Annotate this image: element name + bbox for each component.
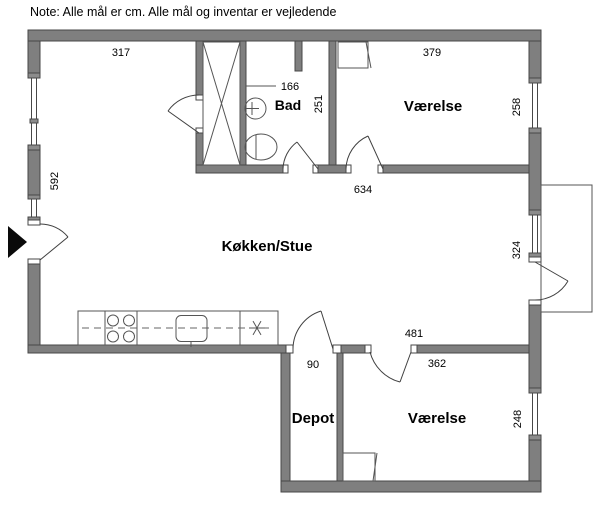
window-bedroom-top	[529, 78, 541, 133]
window-left-lower	[28, 195, 40, 221]
note-text: Note: Alle mål er cm. Alle mål og inventar er vejledende	[30, 5, 337, 19]
balcony-door	[535, 262, 568, 300]
jamb	[346, 165, 351, 173]
entrance-arrow-icon	[8, 226, 27, 258]
room-label-bedroom-bottom: Værelse	[407, 410, 467, 427]
jamb	[529, 257, 541, 262]
wall-bottom	[281, 481, 541, 492]
room-label-bedroom-top: Værelse	[403, 98, 463, 115]
dim-depot-width: 90	[306, 359, 320, 371]
wall-depot-left	[281, 353, 290, 481]
dim-bedroom-bottom-width: 362	[427, 358, 447, 370]
wall-left-upper	[28, 41, 40, 73]
freezer-star-icon	[249, 321, 265, 335]
wall-top	[28, 30, 541, 41]
wall-depot-bedroom	[337, 353, 343, 481]
dim-bath-height: 251	[313, 94, 325, 114]
window-bedroom-bottom	[529, 388, 541, 440]
kitchen-sink-icon	[176, 316, 207, 348]
entrance-door	[40, 224, 68, 260]
bedroom-bottom-door	[370, 352, 411, 382]
jamb	[283, 165, 288, 173]
dim-balcony-side: 324	[511, 240, 523, 260]
dim-bottom-section: 481	[404, 328, 424, 340]
wall-middle-c	[383, 165, 529, 173]
wall-right-1	[529, 41, 541, 78]
wardrobe-cabinet	[203, 42, 240, 165]
jamb	[286, 345, 293, 353]
jamb	[411, 345, 417, 353]
bedroom-top-door	[346, 136, 383, 169]
window-balcony	[529, 210, 541, 258]
wall-right-2	[529, 133, 541, 210]
wardrobe-door	[168, 95, 199, 133]
jamb	[333, 345, 341, 353]
dim-left-wall: 592	[49, 171, 61, 191]
jamb	[529, 300, 541, 305]
wall-wardrobe-left-upper	[196, 41, 203, 95]
toilet-icon	[245, 134, 277, 160]
dim-bath-width: 166	[280, 81, 300, 93]
balcony-outline	[541, 185, 592, 312]
dim-bedroom-top-width: 379	[422, 47, 442, 59]
jamb	[28, 220, 40, 225]
dim-bedroom-top-height: 258	[511, 97, 523, 117]
dim-top-left: 317	[111, 47, 131, 59]
wall-left-mid	[28, 150, 40, 195]
jamb	[365, 345, 371, 353]
wall-middle-a	[196, 165, 283, 173]
jamb	[28, 259, 40, 264]
wall-bath-niche-stub	[295, 41, 302, 71]
bath-sink-icon	[245, 98, 266, 119]
room-label-depot: Depot	[291, 410, 335, 427]
room-label-bath: Bad	[274, 97, 302, 113]
closet-bedroom-bottom	[343, 453, 377, 481]
closet-bedroom-top	[338, 42, 371, 68]
wardrobe-x-icon	[203, 42, 240, 165]
wall-right-3	[529, 300, 541, 388]
kitchen-counter	[78, 311, 278, 347]
window-left-upper	[28, 73, 40, 150]
wall-left-lower	[28, 264, 40, 353]
room-label-kitchen-living: Køkken/Stue	[221, 238, 313, 255]
jamb	[196, 95, 203, 100]
dim-bedroom-bottom-height: 248	[512, 409, 524, 429]
jamb	[196, 128, 203, 133]
wall-right-4	[529, 440, 541, 481]
wall-middle-b	[318, 165, 346, 173]
dim-living-width: 634	[353, 184, 373, 196]
wall-kitchen-bottom	[28, 345, 293, 353]
wall-bottom-section-top-b	[413, 345, 529, 353]
wall-wardrobe-left-lower	[196, 133, 203, 165]
depot-door	[293, 311, 333, 349]
wall-bath-right	[329, 41, 336, 165]
